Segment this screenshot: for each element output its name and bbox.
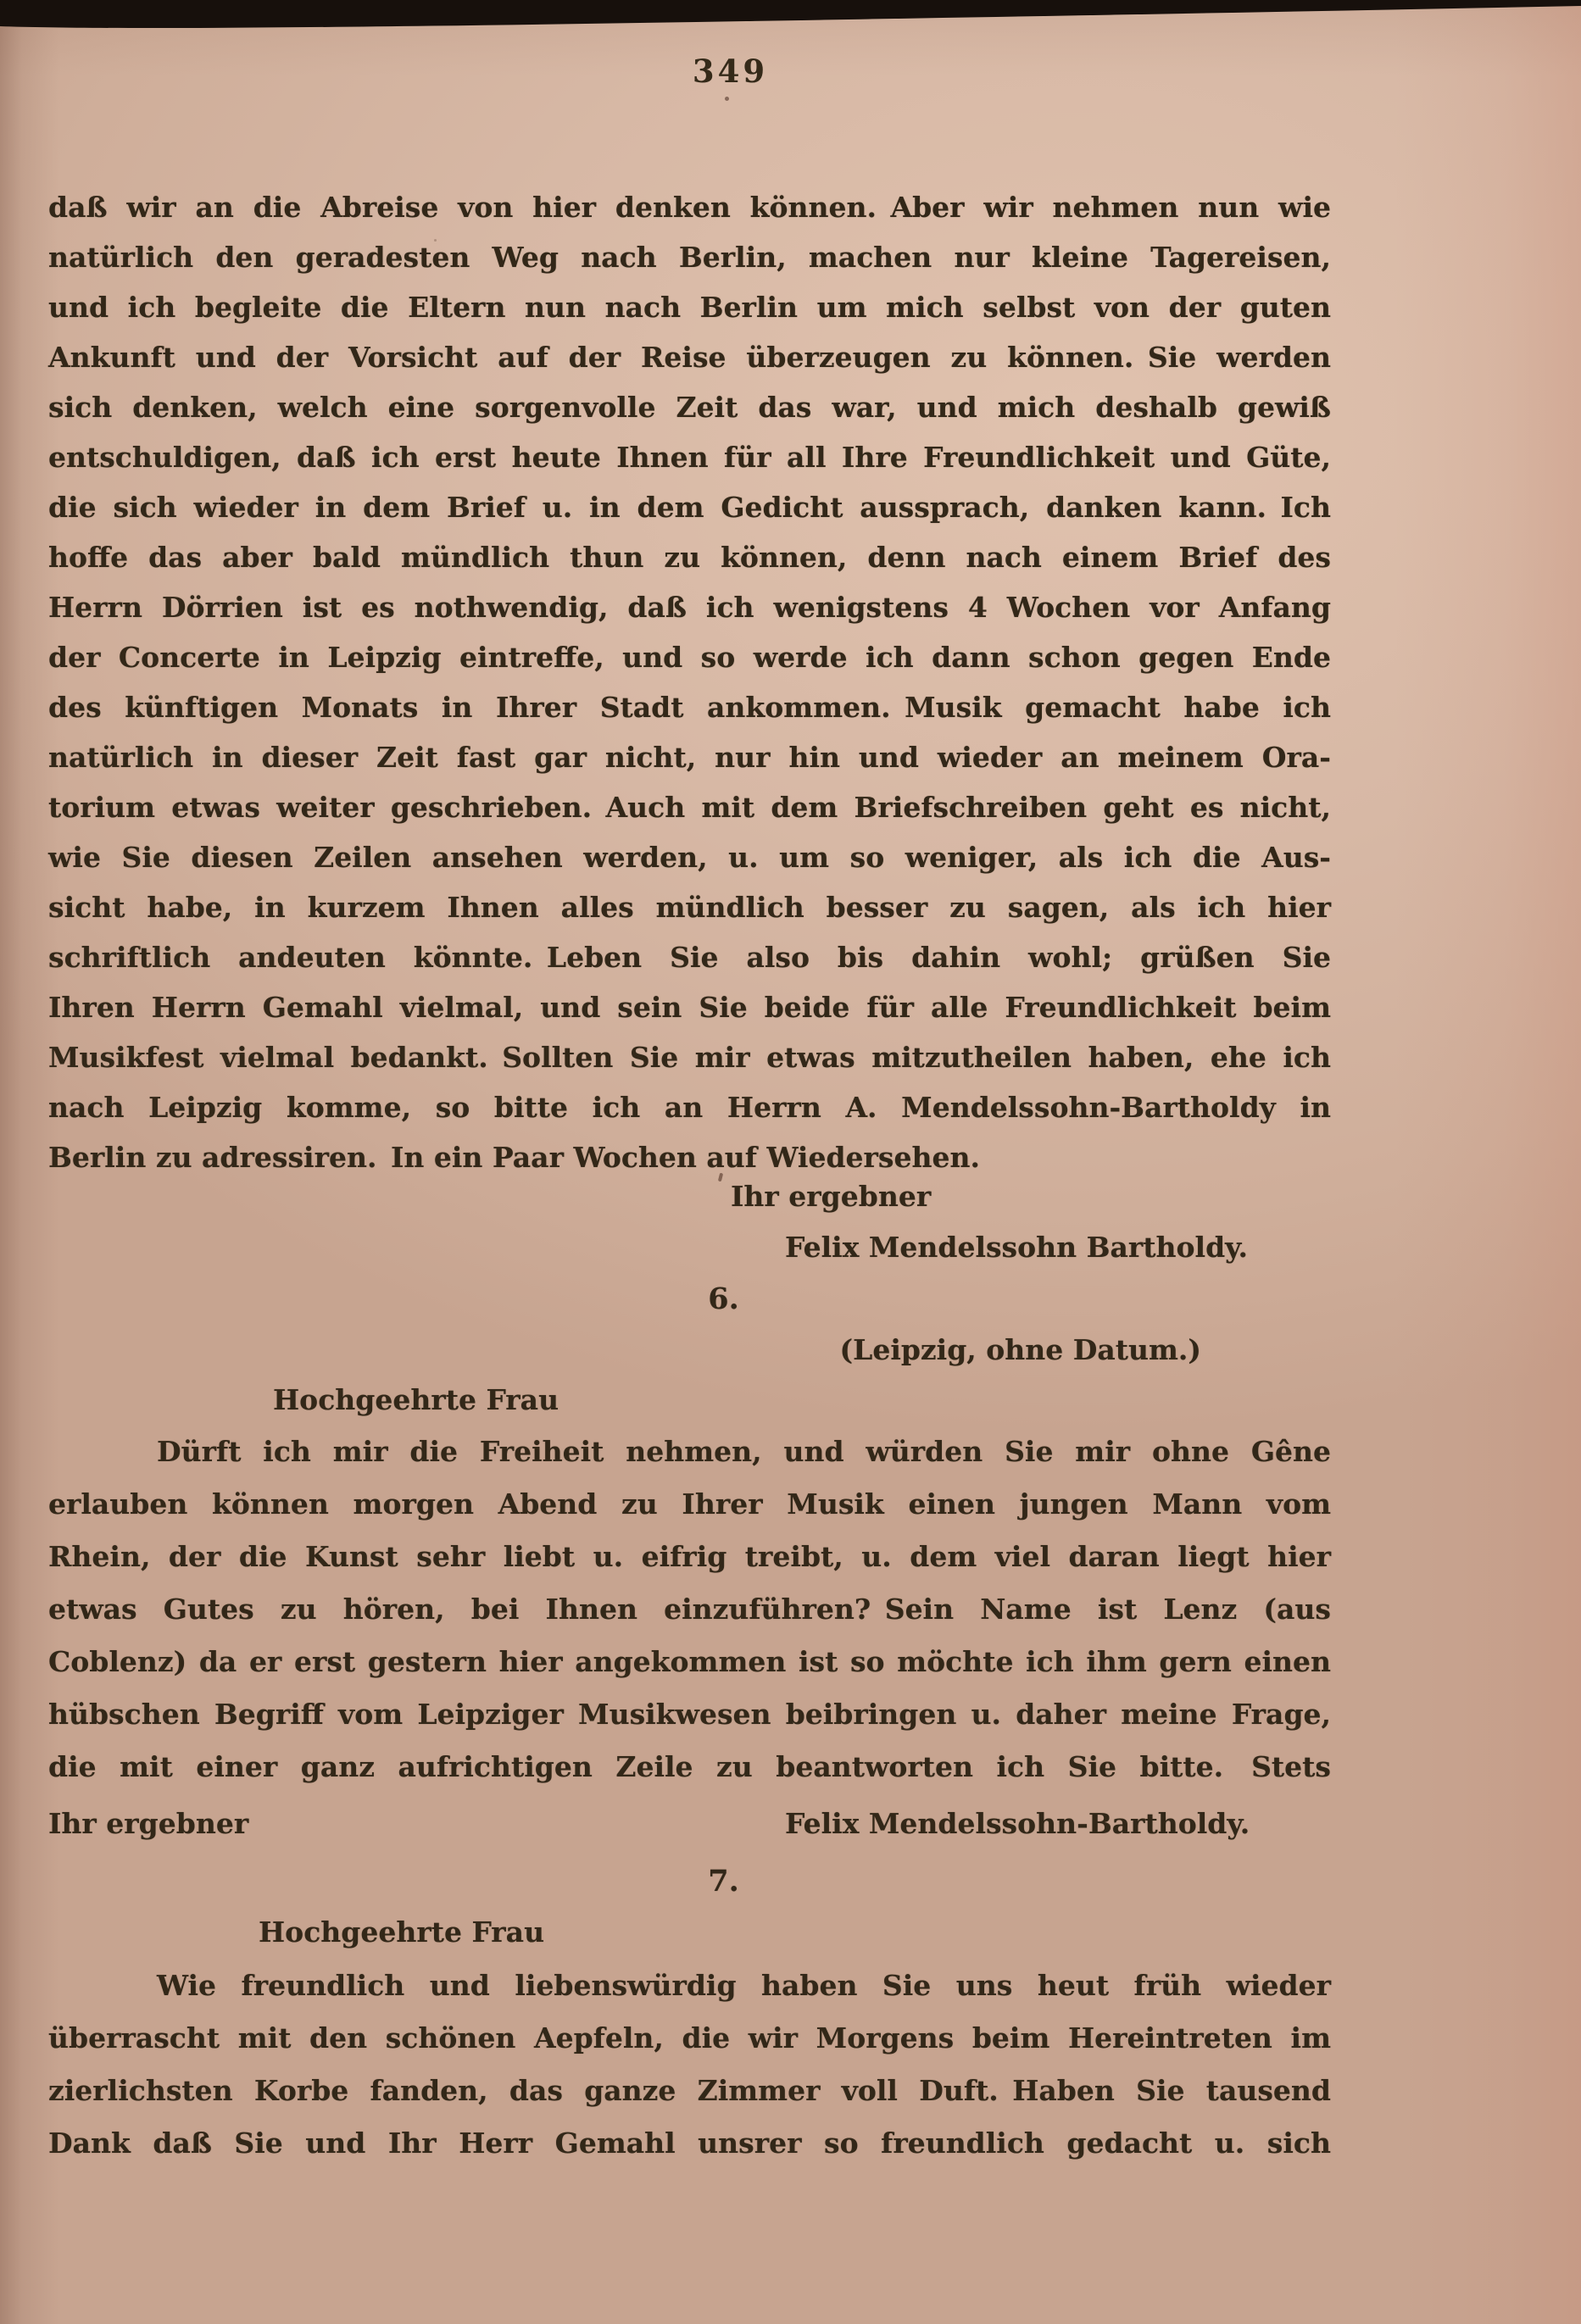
body-line: überrascht mit den schönen Aepfeln, die wir Morgens beim Hereintreten im (48, 2021, 1331, 2054)
page-number: 349 (692, 53, 769, 90)
letter-5-signature: Felix Mendelssohn Bartholdy. (785, 1231, 1249, 1264)
body-line: die sich wieder in dem Brief u. in dem Gedicht aussprach, danken kann. Ich (48, 491, 1331, 524)
body-line: Dank daß Sie und Ihr Herr Gemahl unsrer so freundlich gedacht u. sich (48, 2127, 1331, 2160)
letter-7-salutation: Hochgeehrte Frau (259, 1915, 545, 1949)
body-line: Berlin zu adressiren. In ein Paar Wochen auf Wiedersehen. (48, 1141, 980, 1174)
body-line: sich denken, welch eine sorgenvolle Zeit das war, und mich deshalb gewiß (48, 391, 1331, 424)
body-line: entschuldigen, daß ich erst heute Ihnen für all Ihre Freundlichkeit und Güte, (48, 441, 1331, 474)
letter-5-closing: Ihr ergebner (731, 1180, 932, 1213)
body-line: zierlichsten Korbe fanden, das ganze Zimmer voll Duft. Haben Sie tausend (48, 2074, 1331, 2107)
body-line: sicht habe, in kurzem Ihnen alles mündlich besser zu sagen, als ich hier (48, 891, 1331, 924)
body-line: nach Leipzig komme, so bitte ich an Herrn A. Mendelssohn-Bartholdy in (48, 1091, 1331, 1124)
body-line: und ich begleite die Eltern nun nach Berlin um mich selbst von der guten (48, 291, 1331, 324)
letter-7-heading: 7. (708, 1864, 739, 1899)
body-line: die mit einer ganz aufrichtigen Zeile zu beantworten ich Sie bitte. Stets (48, 1750, 1331, 1783)
body-line: der Concerte in Leipzig eintreffe, und so werde ich dann schon gegen Ende (48, 641, 1331, 674)
body-line: etwas Gutes zu hören, bei Ihnen einzuführen? Sein Name ist Lenz (aus (48, 1593, 1331, 1626)
letter-6-dateline: (Leipzig, ohne Datum.) (839, 1333, 1201, 1366)
body-line: Coblenz) da er erst gestern hier angekommen ist so möchte ich ihm gern einen (48, 1645, 1331, 1678)
letter-6-signature: Felix Mendelssohn-Bartholdy. (785, 1807, 1250, 1840)
letter-6-heading: 6. (708, 1282, 739, 1316)
body-line: Dürft ich mir die Freiheit nehmen, und würden Sie mir ohne Gêne (157, 1435, 1331, 1468)
letter-5-body (48, 182, 1331, 1182)
letter-6-salutation: Hochgeehrte Frau (273, 1383, 559, 1416)
body-line: torium etwas weiter geschrieben. Auch mit dem Briefschreiben geht es nicht, (48, 791, 1331, 824)
scan-edge-top (0, 0, 1581, 37)
body-line: hoffe das aber bald mündlich thun zu können, denn nach einem Brief des (48, 541, 1331, 574)
body-line: Musikfest vielmal bedankt. Sollten Sie mir etwas mitzutheilen haben, ehe ich (48, 1041, 1331, 1074)
body-line: Wie freundlich und liebenswürdig haben Sie uns heut früh wieder (157, 1969, 1331, 2002)
body-line: Rhein, der die Kunst sehr liebt u. eifrig treibt, u. dem viel daran liegt hier (48, 1540, 1331, 1573)
body-line: Herrn Dörrien ist es nothwendig, daß ich wenigstens 4 Wochen vor Anfang (48, 591, 1331, 624)
letter-6-body (48, 1426, 1331, 1793)
letter-6-closing: Ihr ergebner (48, 1807, 249, 1840)
body-line: erlauben können morgen Abend zu Ihrer Musik einen jungen Mann vom (48, 1487, 1331, 1521)
body-line: Ihren Herrn Gemahl vielmal, und sein Sie beide für alle Freundlichkeit beim (48, 991, 1331, 1024)
body-line: des künftigen Monats in Ihrer Stadt ankommen. Musik gemacht habe ich (48, 691, 1331, 724)
body-line: schriftlich andeuten könnte. Leben Sie also bis dahin wohl; grüßen Sie (48, 941, 1331, 974)
body-line: natürlich den geradesten Weg nach Berlin, machen nur kleine Tagereisen, (48, 241, 1331, 274)
body-line: natürlich in dieser Zeit fast gar nicht, nur hin und wieder an meinem Ora- (48, 741, 1331, 774)
scan-speck (725, 97, 729, 101)
body-line: hübschen Begriff vom Leipziger Musikwesen beibringen u. daher meine Frage, (48, 1698, 1331, 1731)
letter-7-body (48, 1960, 1331, 2170)
body-line: Ankunft und der Vorsicht auf der Reise überzeugen zu können. Sie werden (48, 341, 1331, 374)
body-line: wie Sie diesen Zeilen ansehen werden, u. um so weniger, als ich die Aus- (48, 841, 1331, 874)
body-line: daß wir an die Abreise von hier denken können. Aber wir nehmen nun wie (48, 191, 1331, 224)
